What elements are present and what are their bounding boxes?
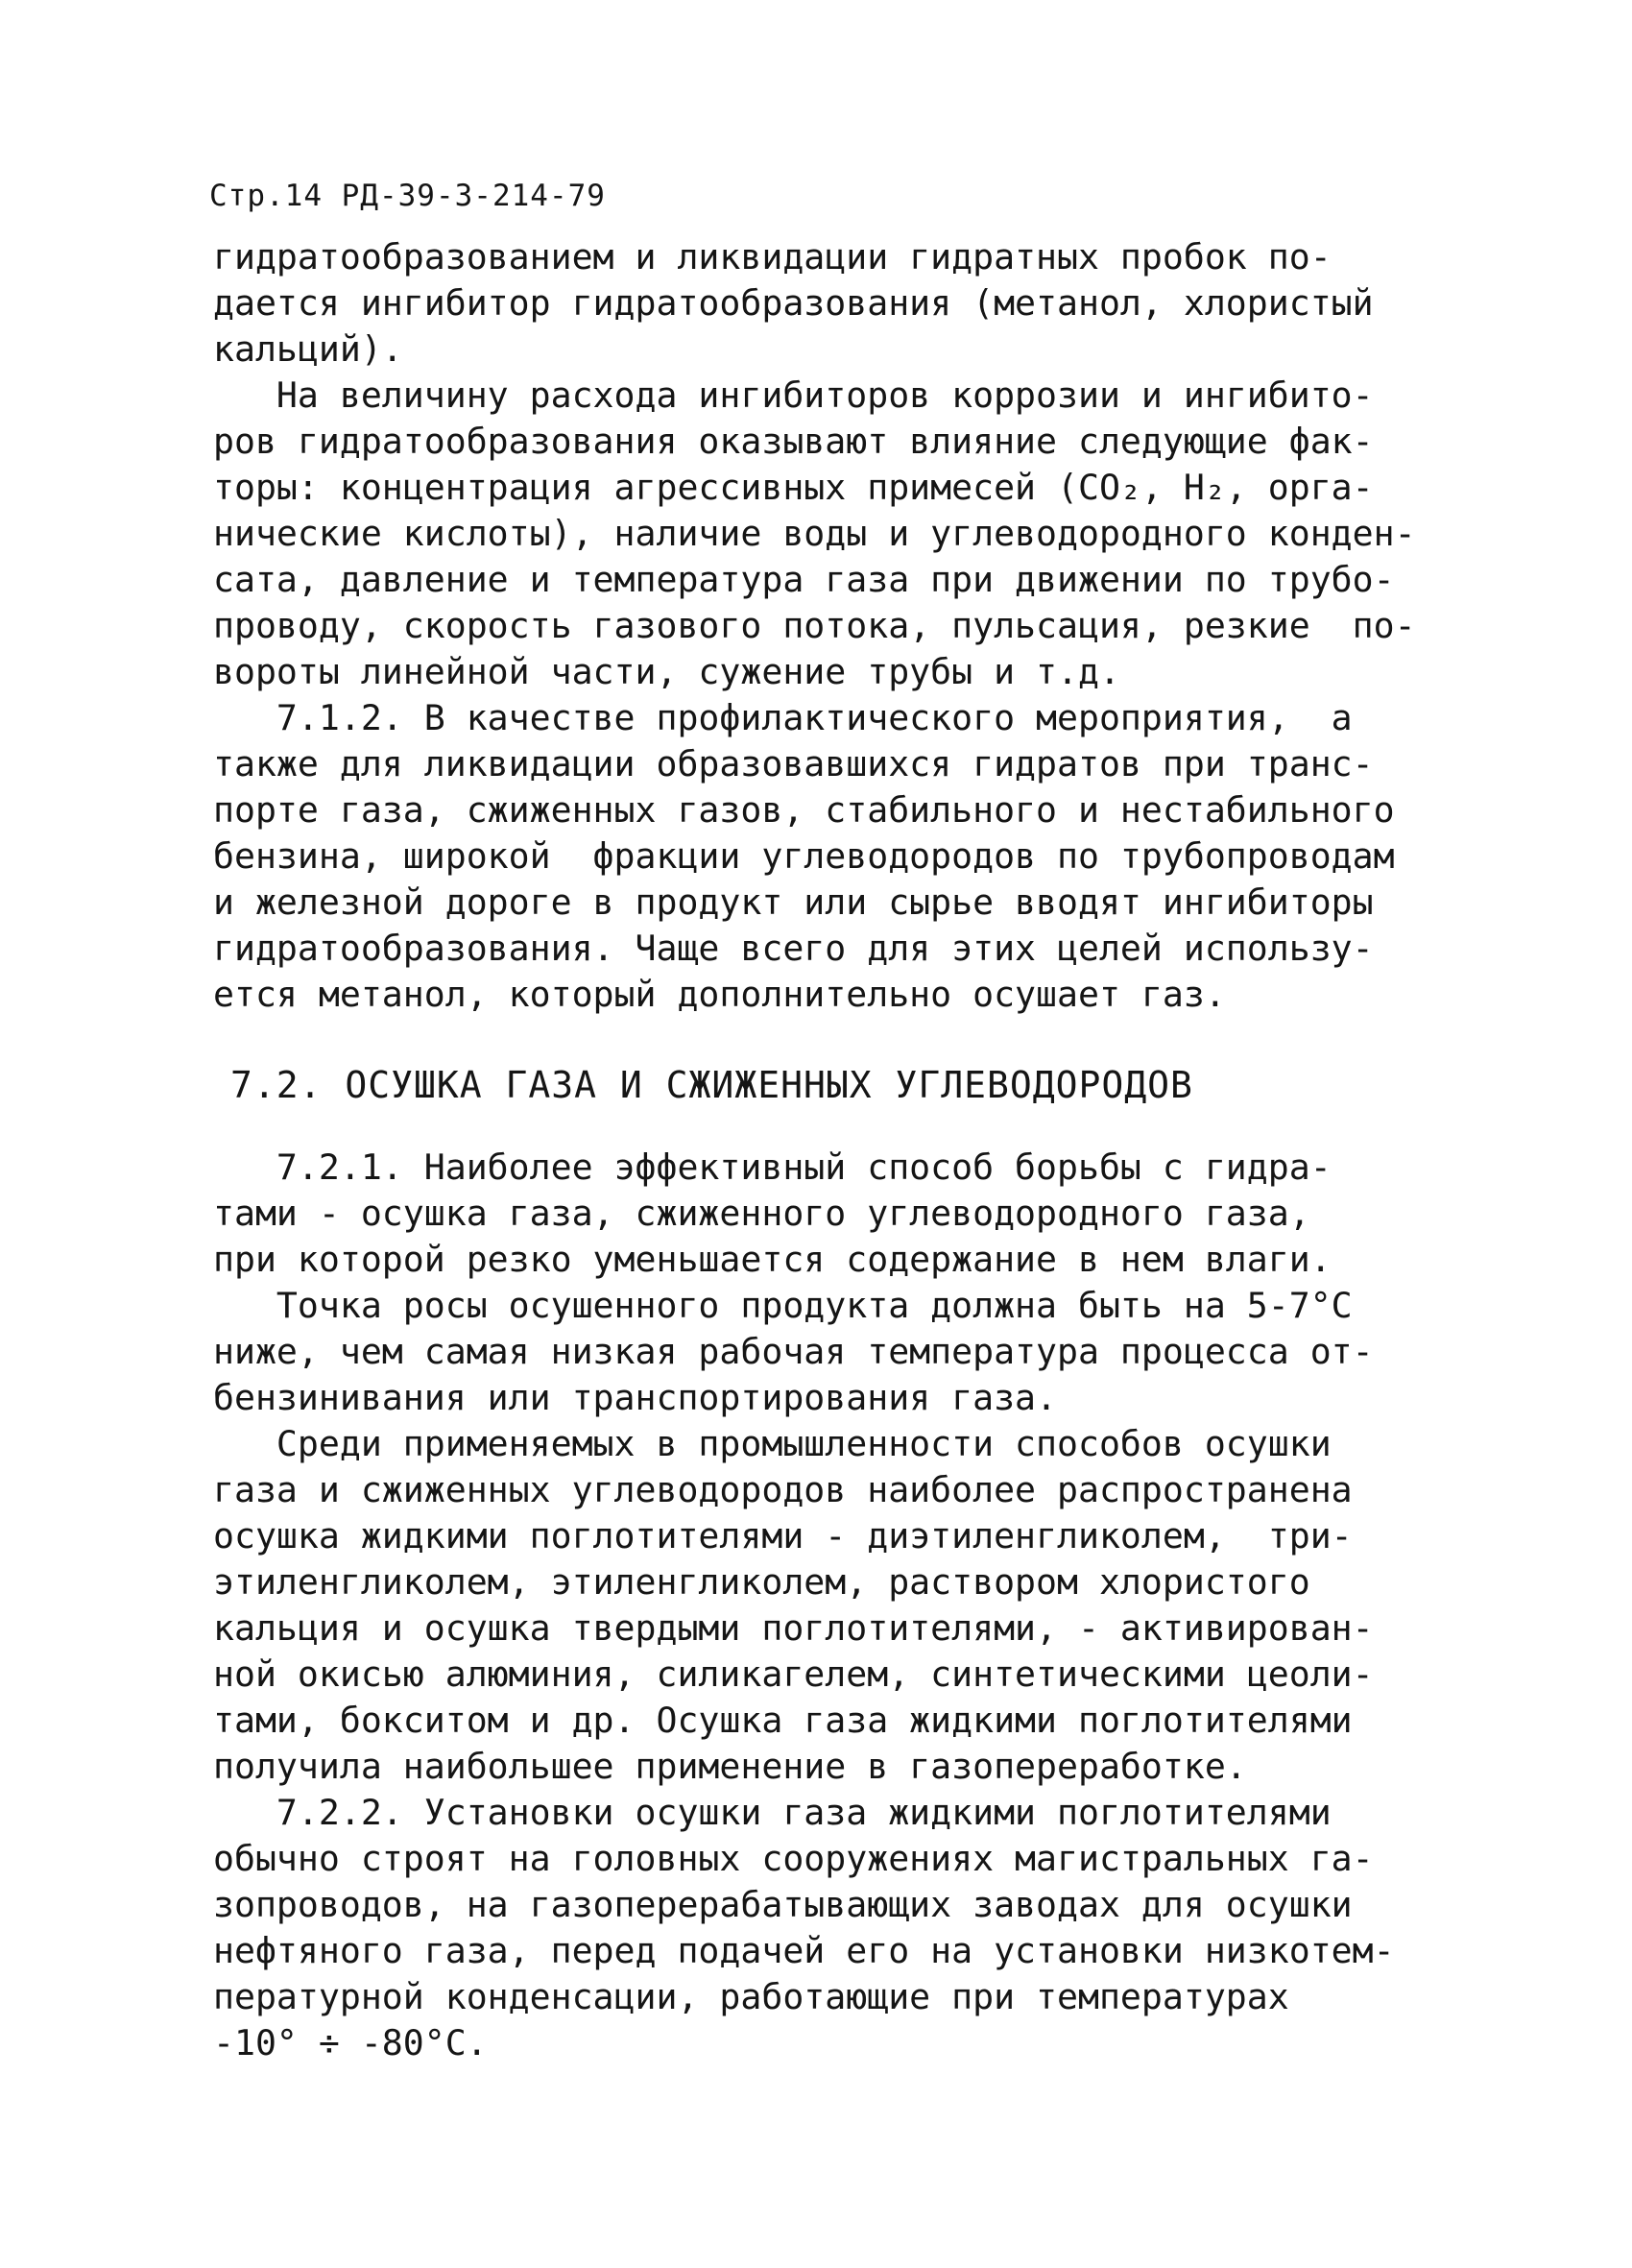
text-line: проводу, скорость газового потока, пульсация, резкие по- — [213, 605, 1416, 646]
text-line: дается ингибитор гидратообразования (метанол, хлористый — [213, 282, 1374, 324]
text-line: На величину расхода ингибиторов коррозии и ингибито- — [213, 374, 1374, 416]
text-line: при которой резко уменьшается содержание в нем влаги. — [213, 1239, 1332, 1280]
text-line: газа и сжиженных углеводородов наиболее распространена — [213, 1469, 1353, 1510]
text-line: обычно строят на головных сооружениях магистральных га- — [213, 1838, 1374, 1879]
text-line: кальций). — [213, 328, 403, 370]
text-line: нефтяного газа, перед подачей его на установки низкотем- — [213, 1930, 1395, 1971]
text-line: 7.2.1. Наиболее эффективный способ борьбы с гидра- — [213, 1146, 1332, 1188]
text-line: пературной конденсации, работающие при температурах — [213, 1976, 1289, 2017]
text-line: 7.1.2. В качестве профилактического мероприятия, а — [213, 697, 1353, 738]
text-line: Среди применяемых в промышленности способов осушки — [213, 1423, 1332, 1464]
text-line: также для ликвидации образовавшихся гидратов при транс- — [213, 743, 1374, 784]
text-line: этиленгликолем, этиленгликолем, раствором хлористого — [213, 1561, 1310, 1603]
text-block-1 — [213, 234, 1461, 1018]
text-line: нические кислоты), наличие воды и углеводородного конден- — [213, 513, 1416, 554]
text-line: бензина, широкой фракции углеводородов по трубопроводам — [213, 835, 1395, 877]
text-line: и железной дороге в продукт или сырье вводят ингибиторы — [213, 881, 1374, 923]
text-line: ной окисью алюминия, силикагелем, синтетическими цеоли- — [213, 1653, 1374, 1695]
text-line: порте газа, сжиженных газов, стабильного и нестабильного — [213, 789, 1395, 831]
text-line: ется метанол, который дополнительно осушает газ. — [213, 974, 1226, 1015]
text-line: сата, давление и температура газа при движении по трубо- — [213, 559, 1395, 600]
text-line: 7.2.2. Установки осушки газа жидкими поглотителями — [213, 1792, 1332, 1833]
text-line: гидратообразования. Чаще всего для этих целей использу- — [213, 928, 1374, 969]
section-heading: 7.2. ОСУШКА ГАЗА И СЖИЖЕННЫХ УГЛЕВОДОРОДОВ — [230, 1064, 1193, 1106]
text-line: тами - осушка газа, сжиженного углеводородного газа, — [213, 1193, 1310, 1234]
text-line: гидратообразованием и ликвидации гидратных пробок по- — [213, 236, 1332, 277]
text-line: Точка росы осушенного продукта должна быть на 5-7°C — [213, 1285, 1353, 1326]
text-line: зопроводов, на газоперерабатывающих заводах для осушки — [213, 1884, 1353, 1925]
text-line: осушка жидкими поглотителями - диэтиленгликолем, три- — [213, 1515, 1353, 1556]
text-line: кальция и осушка твердыми поглотителями, - активирован- — [213, 1607, 1374, 1649]
text-line: получила наибольшее применение в газопереработке. — [213, 1746, 1247, 1787]
text-line: -10° ÷ -80°C. — [213, 2022, 488, 2063]
page-header: Стр.14 РД-39-3-214-79 — [209, 179, 606, 213]
text-line: торы: концентрация агрессивных примесей (CO₂, H₂, орга- — [213, 467, 1374, 508]
text-line: ниже, чем самая низкая рабочая температура процесса от- — [213, 1331, 1374, 1372]
text-line: бензинивания или транспортирования газа. — [213, 1377, 1057, 1418]
text-line: тами, бокситом и др. Осушка газа жидкими поглотителями — [213, 1700, 1353, 1741]
text-line: ров гидратообразования оказывают влияние следующие фак- — [213, 421, 1374, 462]
text-line: вороты линейной части, сужение трубы и т.д. — [213, 651, 1120, 692]
text-block-2 — [213, 1145, 1461, 2066]
